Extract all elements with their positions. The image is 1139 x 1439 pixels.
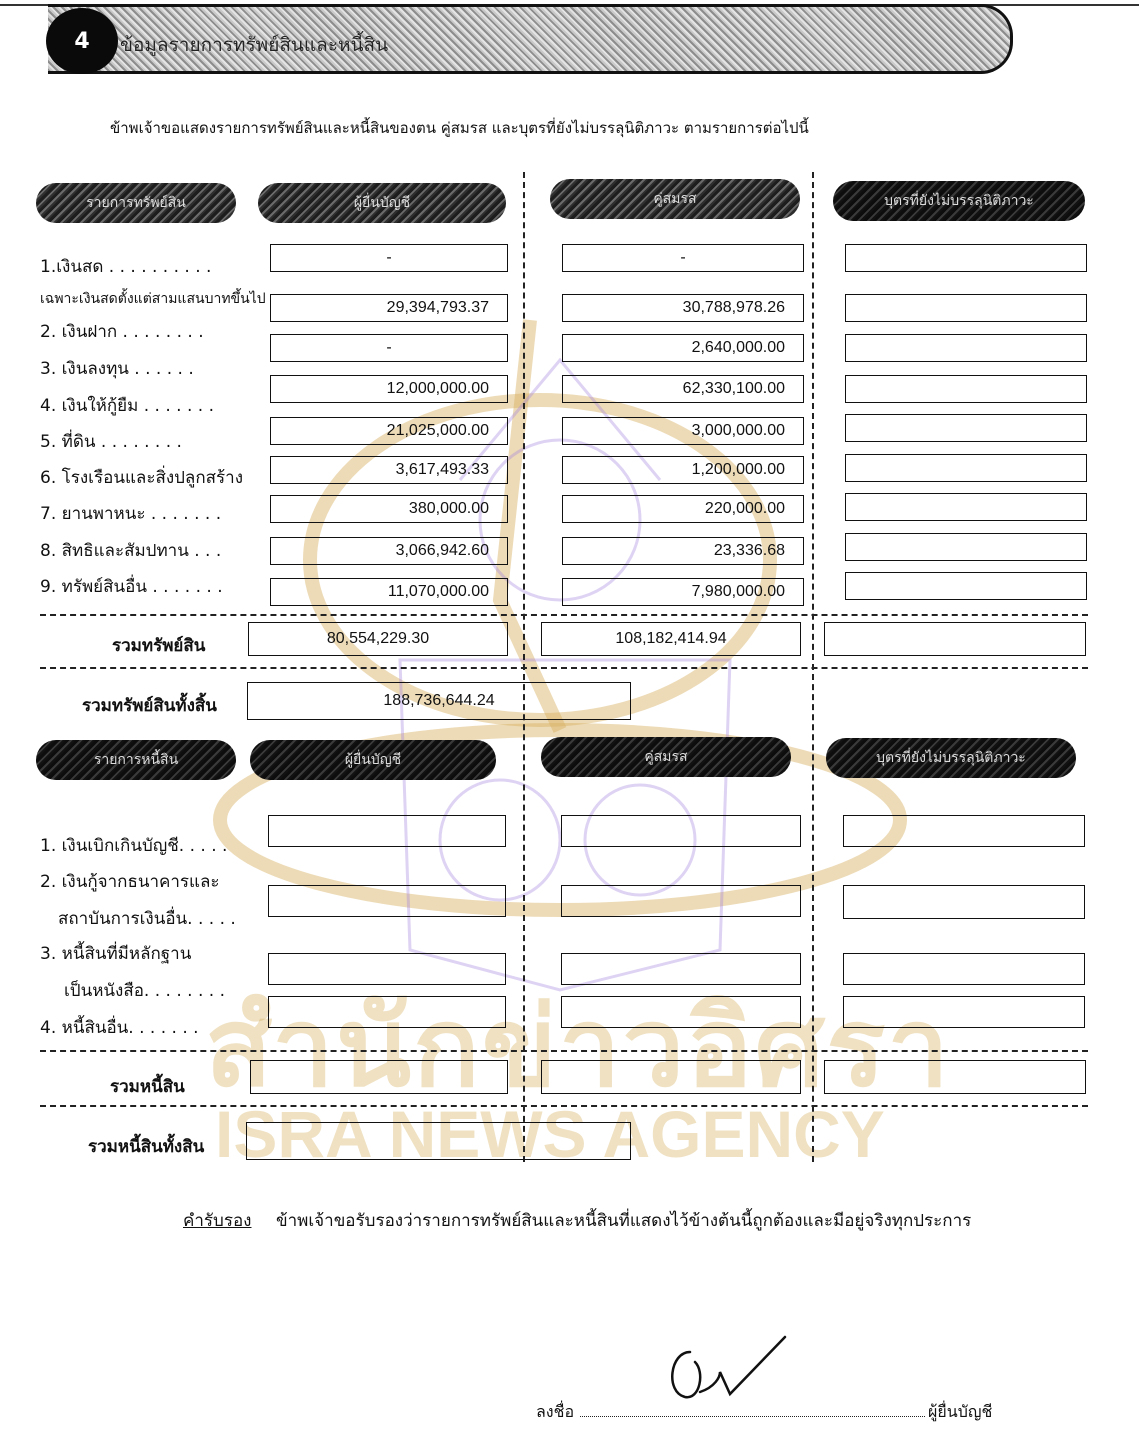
watermark-english: ISRA NEWS AGENCY	[215, 1097, 885, 1171]
spouse-land: 3,000,000.00	[562, 417, 804, 445]
filer-rights: 3,066,942.60	[270, 537, 508, 565]
asset-label: 3. เงินลงทุน . . . . . .	[40, 359, 194, 379]
child-building	[845, 454, 1087, 482]
certification-text: ข้าพเจ้าขอรับรองว่ารายการทรัพย์สินและหนี้สินที่แสดงไว้ข้างต้นนี้ถูกต้องและมีอยู่จริงทุกประการ	[276, 1211, 972, 1231]
filer-loan: 12,000,000.00	[270, 375, 508, 403]
child-deposit	[845, 294, 1087, 322]
liability-box	[561, 953, 801, 985]
separator	[40, 614, 1088, 616]
filer-cash: -	[270, 244, 508, 272]
liability-label: 3. หนี้สินที่มีหลักฐาน	[40, 944, 192, 964]
header-liability-filer: ผู้ยื่นบัญชี	[250, 740, 496, 780]
total-liabilities-label: รวมหนี้สิน	[110, 1077, 185, 1097]
asset-label: 8. สิทธิและสัมปทาน . . .	[40, 541, 222, 561]
spouse-rights: 23,336.68	[562, 537, 804, 565]
liability-label: 2. เงินกู้จากธนาคารและ	[40, 872, 220, 892]
watermark-thai: สำนักข่าวอิศรา	[205, 983, 952, 1111]
asset-label: 9. ทรัพย์สินอื่น . . . . . . .	[40, 577, 223, 597]
liability-box	[843, 885, 1085, 919]
total-assets-spouse: 108,182,414.94	[541, 622, 801, 656]
section-title: ข้อมูลรายการทรัพย์สินและหนี้สิน	[120, 34, 389, 56]
header-filer: ผู้ยื่นบัญชี	[258, 183, 506, 223]
signature-line	[580, 1416, 925, 1417]
spouse-building: 1,200,000.00	[562, 456, 804, 484]
signer-role: ผู้ยื่นบัญชี	[928, 1402, 993, 1421]
separator	[40, 667, 1088, 669]
spouse-loan: 62,330,100.00	[562, 375, 804, 403]
child-land	[845, 414, 1087, 442]
separator	[40, 1050, 1088, 1052]
liability-box	[268, 885, 506, 917]
section-number: 4	[46, 8, 118, 74]
liability-box	[561, 815, 801, 847]
liability-label: เป็นหนังสือ. . . . . . . .	[64, 981, 225, 1001]
sign-label: ลงชื่อ	[536, 1402, 575, 1421]
child-loan	[845, 375, 1087, 403]
liability-label: 1. เงินเบิกเกินบัญชี. . . . .	[40, 836, 228, 856]
liability-box	[561, 996, 801, 1028]
grand-total-liabilities	[246, 1122, 631, 1160]
asset-label: 5. ที่ดิน . . . . . . . .	[40, 432, 182, 452]
child-rights	[845, 533, 1087, 561]
asset-label: 7. ยานพาหนะ . . . . . . .	[40, 504, 222, 524]
spouse-cash: -	[562, 244, 804, 272]
child-other-assets	[845, 572, 1087, 600]
filer-vehicle: 380,000.00	[270, 495, 508, 523]
header-asset-items: รายการทรัพย์สิน	[36, 183, 236, 223]
liability-box	[268, 815, 506, 847]
filer-deposit: 29,394,793.37	[270, 294, 508, 322]
header-spouse: คู่สมรส	[550, 179, 800, 219]
liability-label: 4. หนี้สินอื่น. . . . . . .	[40, 1018, 199, 1038]
grand-total-assets: 188,736,644.24	[247, 682, 631, 720]
total-liabilities-spouse	[541, 1060, 801, 1094]
total-assets-label: รวมทรัพย์สิน	[112, 636, 206, 656]
cash-note: เฉพาะเงินสดตั้งแต่สามแสนบาทขึ้นไป	[40, 291, 266, 307]
separator	[40, 1105, 1088, 1107]
header-liability-child: บุตรที่ยังไม่บรรลุนิติภาวะ	[826, 738, 1076, 778]
header-liability-items: รายการหนี้สิน	[36, 740, 236, 780]
child-investment	[845, 334, 1087, 362]
liability-box	[561, 885, 801, 917]
child-vehicle	[845, 493, 1087, 521]
liability-box	[843, 996, 1085, 1028]
asset-label: 6. โรงเรือนและสิ่งปลูกสร้าง	[40, 468, 243, 488]
spouse-investment: 2,640,000.00	[562, 334, 804, 362]
intro-text: ข้าพเจ้าขอแสดงรายการทรัพย์สินและหนี้สินของตน คู่สมรส และบุตรที่ยังไม่บรรลุนิติภาวะ ตามรายการต่อไปนี้	[110, 119, 809, 137]
header-liability-spouse: คู่สมรส	[541, 737, 791, 777]
liability-box	[268, 953, 506, 985]
spouse-vehicle: 220,000.00	[562, 495, 804, 523]
filer-building: 3,617,493.33	[270, 456, 508, 484]
spouse-other-assets: 7,980,000.00	[562, 578, 804, 606]
asset-label: 4. เงินให้กู้ยืม . . . . . . .	[40, 396, 214, 416]
total-liabilities-child	[824, 1060, 1086, 1094]
signature	[660, 1332, 790, 1412]
spouse-deposit: 30,788,978.26	[562, 294, 804, 322]
filer-other-assets: 11,070,000.00	[270, 578, 508, 606]
child-cash	[845, 244, 1087, 272]
asset-label: 1.เงินสด . . . . . . . . . .	[40, 257, 212, 277]
total-liabilities-filer	[250, 1060, 508, 1094]
total-assets-child	[824, 622, 1086, 656]
liability-box	[268, 996, 506, 1028]
grand-total-assets-label: รวมทรัพย์สินทั้งสิ้น	[82, 696, 217, 716]
grand-total-liabilities-label: รวมหนี้สินทั้งสิน	[88, 1137, 205, 1157]
liability-box	[843, 953, 1085, 985]
filer-land: 21,025,000.00	[270, 417, 508, 445]
certification-heading: คำรับรอง	[183, 1211, 252, 1231]
filer-investment: -	[270, 334, 508, 362]
asset-label: 2. เงินฝาก . . . . . . . .	[40, 322, 204, 342]
liability-box	[843, 815, 1085, 847]
total-assets-filer: 80,554,229.30	[248, 622, 508, 656]
liability-label: สถาบันการเงินอื่น. . . . .	[58, 909, 236, 929]
header-child: บุตรที่ยังไม่บรรลุนิติภาวะ	[833, 181, 1085, 221]
